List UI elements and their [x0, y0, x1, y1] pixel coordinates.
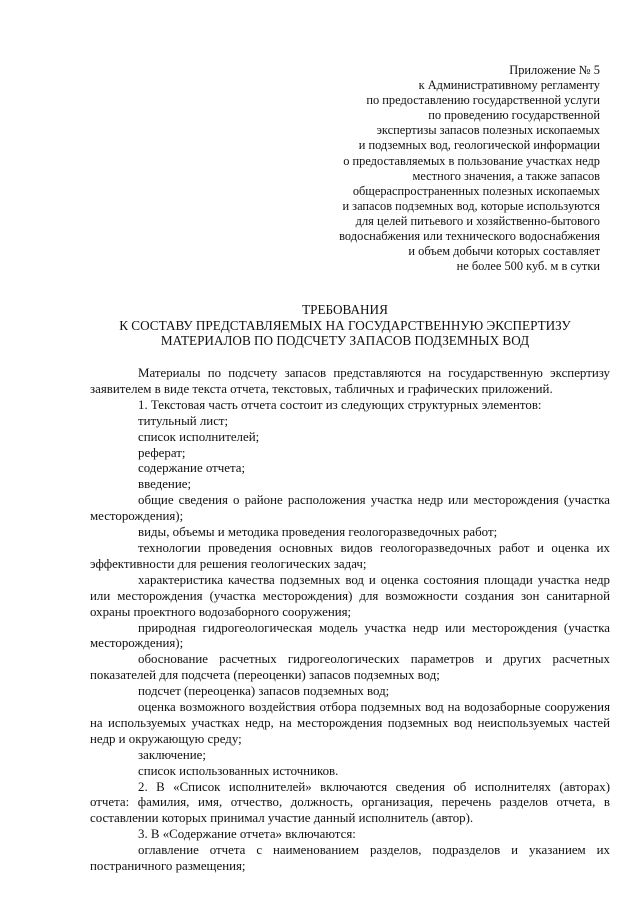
title-line-2: К СОСТАВУ ПРЕДСТАВЛЯЕМЫХ НА ГОСУДАРСТВЕННУЮ ЭКСПЕРТИЗУ: [119, 317, 571, 333]
appendix-line: по проведению государственной: [428, 108, 600, 123]
appendix-line: о предоставляемых в пользование участках недр: [343, 153, 600, 168]
list-item: заключение;: [138, 747, 206, 762]
list-item: титульный лист;: [138, 413, 229, 428]
title-line-3: МАТЕРИАЛОВ ПО ПОДСЧЕТУ ЗАПАСОВ ПОДЗЕМНЫХ ВОД: [160, 333, 530, 349]
title-line-1: ТРЕБОВАНИЯ: [302, 302, 388, 317]
appendix-line: экспертизы запасов полезных ископаемых: [376, 123, 600, 138]
list-item: оценка возможного воздействия отбора подземных вод на водозаборные сооружения на используемых участках недр, на месторождения подземных вод неиспользуемых частей недр и окружающую среду;: [90, 700, 610, 746]
appendix-line: и подземных вод, геологической информации: [358, 138, 600, 153]
item-3-sub: оглавление отчета с наименованием разделов, подразделов и указанием их постраничного размещения;: [90, 843, 610, 874]
appendix-line: местного значения, а также запасов: [412, 168, 600, 183]
list-item: технологии проведения основных видов геологоразведочных работ и оценка их эффективности для решения геологических задач;: [90, 540, 610, 571]
item-2: 2. В «Список исполнителей» включаются сведения об исполнителях (авторах) отчета: фамилия, имя, отчество, должность, организация, перечень разделов отчета, в составлении которых принимал участие данный исполнитель (автор).: [90, 779, 610, 826]
list-item: виды, объемы и методика проведения геологоразведочных работ;: [138, 525, 498, 540]
appendix-line: Приложение № 5: [509, 63, 600, 77]
appendix-header: [280, 63, 600, 274]
appendix-line: общераспространенных полезных ископаемых: [352, 183, 600, 198]
list-item: реферат;: [138, 445, 186, 460]
item-3: 3. В «Содержание отчета» включаются:: [138, 827, 356, 842]
list-item: список использованных источников.: [138, 763, 339, 778]
appendix-line: к Административному регламенту: [418, 78, 600, 93]
list-item: общие сведения о районе расположения участка недр или месторождения (участка месторождения);: [90, 493, 610, 524]
item-1: 1. Текстовая часть отчета состоит из следующих структурных элементов:: [138, 397, 542, 412]
list-item: природная гидрогеологическая модель участка недр или месторождения (участка месторождения);: [90, 620, 610, 651]
appendix-line: для целей питьевого и хозяйственно-бытового: [355, 213, 600, 228]
document-title: [60, 302, 630, 349]
list-item: список исполнителей;: [138, 429, 260, 444]
appendix-line: и запасов подземных вод, которые используются: [342, 198, 600, 213]
list-item: содержание отчета;: [138, 461, 246, 476]
list-item: характеристика качества подземных вод и оценка состояния площади участка недр или месторождения (участка месторождения) для возможности создания зон санитарной охраны проектного водозаборного сооружения;: [90, 572, 610, 619]
intro-paragraph: Материалы по подсчету запасов представляются на государственную экспертизу заявителем в виде текста отчета, текстовых, табличных и графических приложений.: [90, 366, 610, 396]
list-item: подсчет (переоценка) запасов подземных вод;: [138, 684, 390, 699]
document-body: [90, 366, 610, 875]
appendix-line: не более 500 куб. м в сутки: [456, 259, 600, 274]
appendix-line: по предоставлению государственной услуги: [366, 93, 600, 108]
list-item: обоснование расчетных гидрогеологических параметров и других расчетных показателей для подсчета (переоценки) запасов подземных вод;: [90, 652, 610, 683]
appendix-line: водоснабжения или технического водоснабжения: [339, 229, 600, 244]
list-item: введение;: [138, 477, 192, 492]
appendix-line: и объем добычи которых составляет: [408, 244, 600, 259]
